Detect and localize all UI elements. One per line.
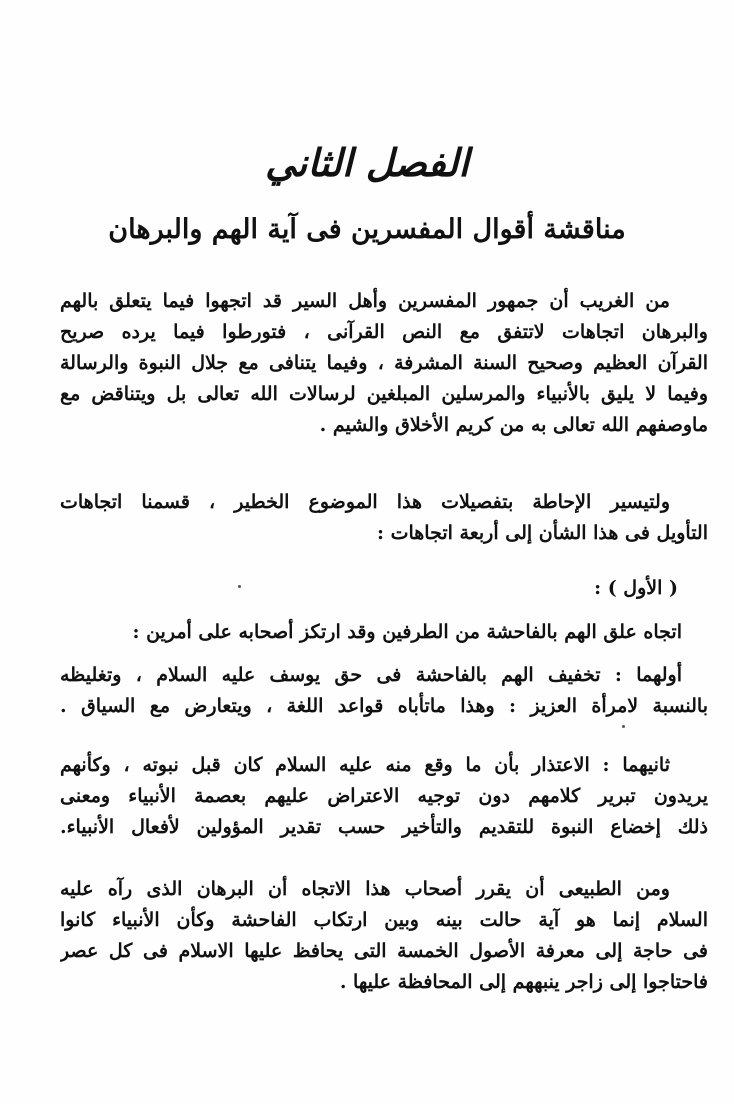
paragraph-4 [60,660,708,722]
paragraph-line: ماوصفهم الله تعالى به من كريم الأخلاق والشيم . [319,414,708,436]
scan-speck [622,725,625,728]
scan-speck [238,585,241,588]
paragraph-line: فاحتاجوا إلى زاجر ينبههم إلى المحافظة عليها . [339,971,708,993]
paragraph-line: والبرهان اتجاهات لاتتفق مع النص القرآنى ، فتورطوا فيما يرده صريح [60,321,708,343]
paragraph-line: من الغريب أن جمهور المفسرين وأهل السير قد اتجهوا فيما يتعلق بالهم [60,290,670,312]
paragraph-line: ذلك إخضاع النبوة للتقديم والتأخير حسب تقدير المؤولين لأفعال الأنبياء. [60,816,708,838]
section-label: ( الأول ) : [594,577,678,599]
paragraph-line: اتجاه علق الهم بالفاحشة من الطرفين وقد ارتكز أصحابه على أمرين : [132,621,682,643]
paragraph-line: التأويل فى هذا الشأن إلى أربعة اتجاهات : [376,522,708,544]
paragraph-line: القرآن العظيم وصحيح السنة المشرفة ، وفيما يتنافى مع جلال النبوة والرسالة [60,352,708,374]
paragraph-line: بالنسبة لامرأة العزيز : وهذا ماتأباه قواعد اللغة ، ويتعارض مع السياق . [60,695,708,717]
paragraph-line: أولهما : تخفيف الهم بالفاحشة فى حق يوسف عليه السلام ، وتغليظه [60,664,682,686]
paragraph-line: يريدون تبرير كلامهم دون توجيه الاعتراض عليهم بعصمة الأنبياء ومعنى [60,785,708,807]
paragraph-line: ثانيهما : الاعتذار بأن ما وقع منه عليه السلام كان قبل نبوته ، وكأنهم [60,754,670,776]
paragraph-2 [60,487,708,549]
paragraph-line: ولتيسير الإحاطة بتفصيلات هذا الموضوع الخطير ، قسمنا اتجاهات [60,491,670,513]
paragraph-line: وفيما لا يليق بالأنبياء والمرسلين المبلغين لرسالات الله تعالى بل ويتناقض مع [60,383,708,405]
paragraph-1 [60,286,708,441]
paragraph-line: فى حاجة إلى معرفة الأصول الخمسة التى يحافظ عليها الاسلام فى كل عصر [60,940,708,962]
paragraph-line: السلام إنما هو آية حالت بينه وبين ارتكاب الفاحشة وكأن الأنبياء كانوا [60,909,708,931]
section-subtitle: مناقشة أقوال المفسرين فى آية الهم والبرهان [108,214,626,245]
chapter-title: الفصل الثاني [265,140,469,185]
paragraph-line: ومن الطبيعى أن يقرر أصحاب هذا الاتجاه أن البرهان الذى رآه عليه [60,878,670,900]
paragraph-3 [60,617,708,648]
paragraph-5 [60,750,708,843]
paragraph-6 [60,874,708,998]
